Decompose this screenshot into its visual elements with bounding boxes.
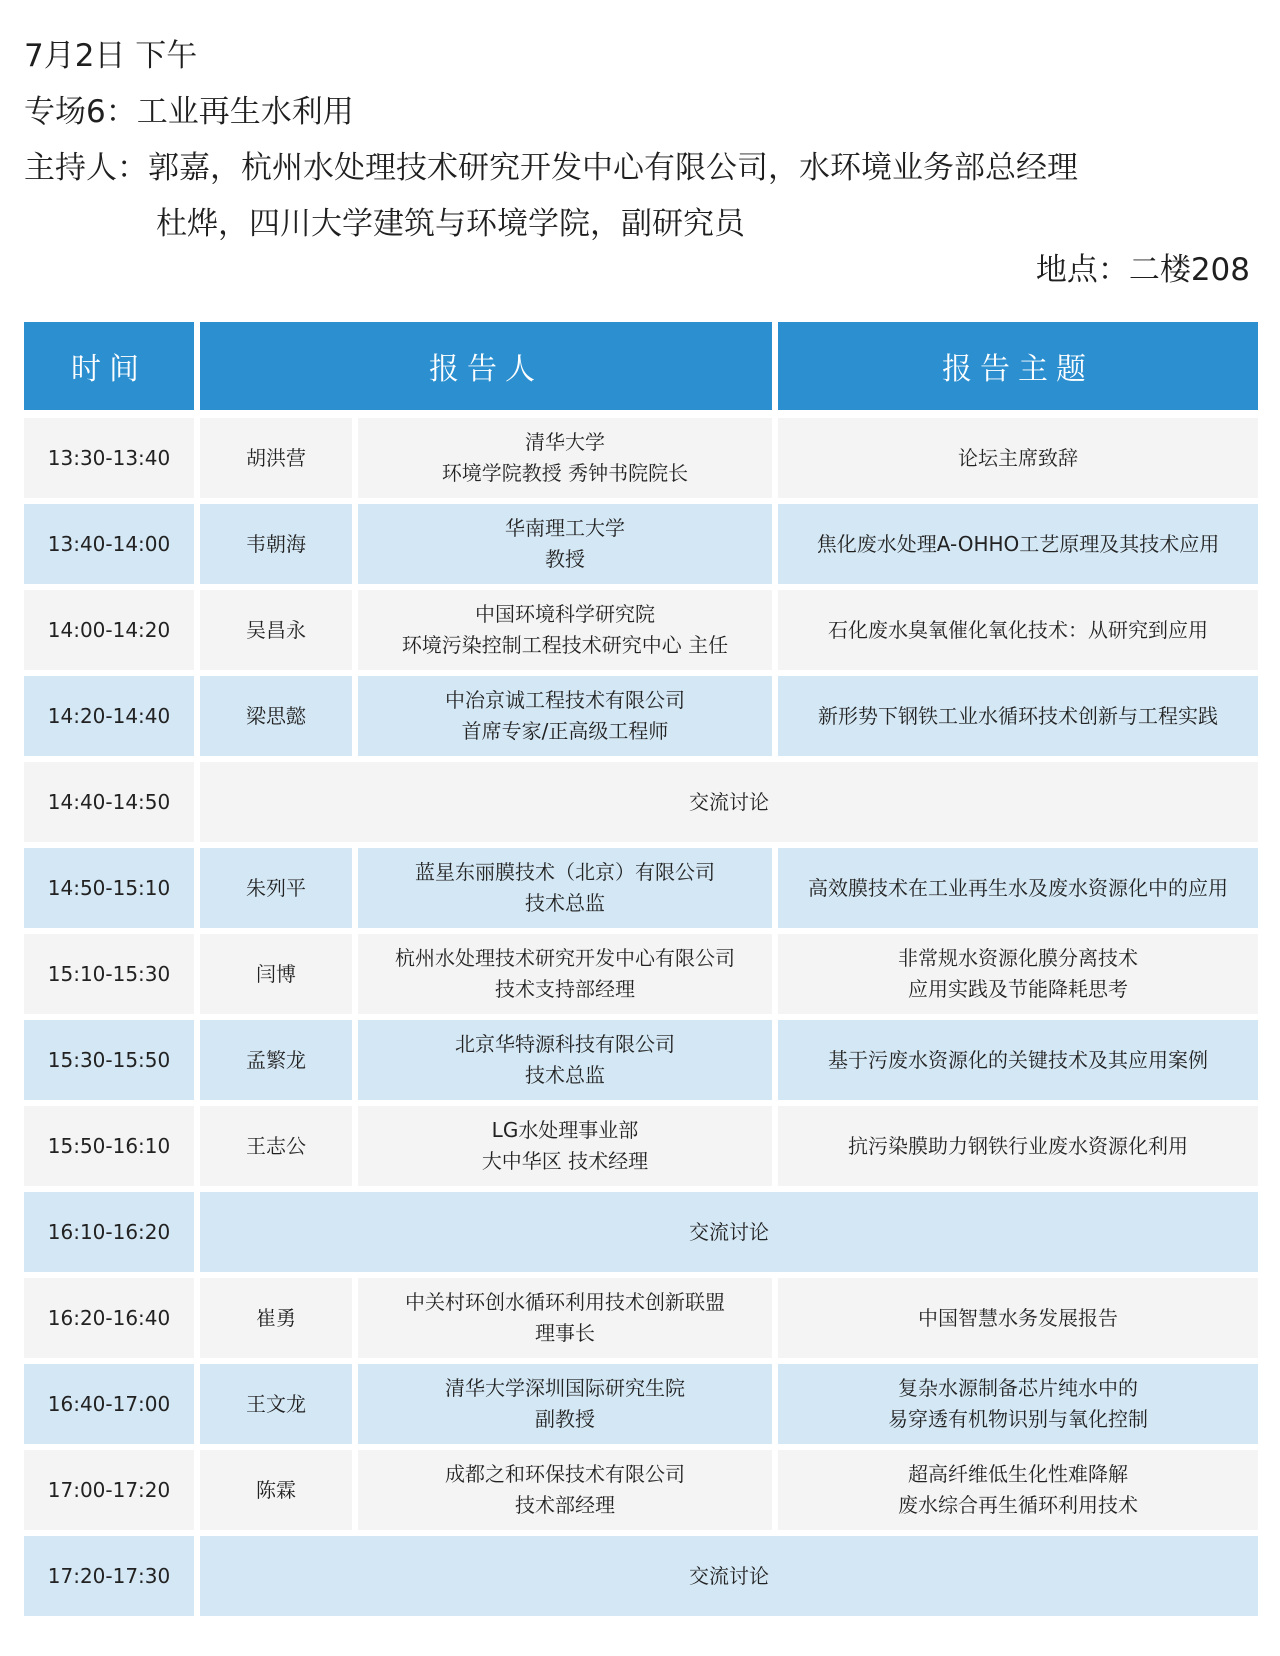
discussion-cell — [200, 1536, 1258, 1616]
affiliation-line: 技术总监 — [525, 891, 605, 915]
speaker-name: 韦朝海 — [246, 531, 306, 556]
topic-cell — [778, 1106, 1258, 1186]
time-text: 14:20-14:40 — [47, 703, 171, 728]
topic-cell — [778, 1364, 1258, 1444]
topic-cell — [778, 1278, 1258, 1358]
speaker-name: 闫博 — [256, 961, 296, 986]
affiliation-line: 教授 — [545, 547, 585, 571]
table-row — [24, 418, 1258, 498]
time-cell — [24, 934, 194, 1014]
affiliation-line: 中关村环创水循环利用技术创新联盟 — [405, 1290, 725, 1314]
header-time: 时间 — [24, 322, 194, 410]
speaker-name-cell — [200, 1020, 352, 1100]
time-cell — [24, 1536, 194, 1616]
affiliation-line: 清华大学深圳国际研究生院 — [445, 1376, 685, 1400]
affiliation-line: LG水处理事业部 — [491, 1118, 639, 1142]
discussion-text: 交流讨论 — [689, 1219, 769, 1244]
discussion-text: 交流讨论 — [689, 789, 769, 814]
table-header — [24, 322, 1258, 410]
speaker-name: 崔勇 — [256, 1305, 296, 1330]
time-cell — [24, 762, 194, 842]
speaker-name-cell — [200, 934, 352, 1014]
table-row — [24, 762, 1258, 842]
speaker-name-cell — [200, 848, 352, 928]
time-cell — [24, 848, 194, 928]
topic-line: 抗污染膜助力钢铁行业废水资源化利用 — [848, 1133, 1188, 1158]
speaker-name-cell — [200, 1278, 352, 1358]
time-cell — [24, 676, 194, 756]
time-cell — [24, 1106, 194, 1186]
time-text: 15:50-16:10 — [47, 1133, 171, 1158]
table-row — [24, 1450, 1258, 1530]
session-date: 7月2日 下午 — [24, 38, 198, 74]
time-cell — [24, 1450, 194, 1530]
speaker-name-cell — [200, 1364, 352, 1444]
affiliation-line: 副教授 — [535, 1407, 595, 1431]
topic-cell — [778, 848, 1258, 928]
affiliation-line: 杭州水处理技术研究开发中心有限公司 — [395, 946, 735, 970]
topic-line: 易穿透有机物识别与氧化控制 — [888, 1407, 1148, 1431]
time-cell — [24, 504, 194, 584]
affiliation-cell — [358, 1364, 772, 1444]
speaker-name: 胡洪营 — [246, 445, 306, 470]
speaker-name: 梁思懿 — [246, 703, 306, 728]
time-text: 13:40-14:00 — [47, 531, 171, 556]
time-text: 17:20-17:30 — [47, 1563, 171, 1588]
table-row — [24, 1364, 1258, 1444]
topic-line: 超高纤维低生化性难降解 — [908, 1462, 1128, 1486]
time-cell — [24, 1020, 194, 1100]
session-header — [24, 28, 1256, 252]
time-text: 14:40-14:50 — [47, 789, 171, 814]
affiliation-cell — [358, 504, 772, 584]
topic-line: 复杂水源制备芯片纯水中的 — [898, 1376, 1138, 1400]
affiliation-line: 华南理工大学 — [505, 516, 625, 540]
affiliation-cell — [358, 418, 772, 498]
affiliation-line: 技术支持部经理 — [495, 977, 635, 1001]
time-cell — [24, 1364, 194, 1444]
time-cell — [24, 418, 194, 498]
table-row — [24, 934, 1258, 1014]
affiliation-cell — [358, 848, 772, 928]
speaker-name-cell — [200, 504, 352, 584]
time-text: 15:30-15:50 — [47, 1047, 171, 1072]
table-row — [24, 1106, 1258, 1186]
time-cell — [24, 1278, 194, 1358]
speaker-name-cell — [200, 676, 352, 756]
time-text: 14:50-15:10 — [47, 875, 171, 900]
affiliation-cell — [358, 1278, 772, 1358]
speaker-name-cell — [200, 1106, 352, 1186]
topic-line: 石化废水臭氧催化氧化技术：从研究到应用 — [828, 617, 1208, 642]
affiliation-line: 技术总监 — [525, 1063, 605, 1087]
affiliation-line: 大中华区 技术经理 — [481, 1149, 649, 1173]
affiliation-line: 首席专家/正高级工程师 — [461, 719, 669, 743]
speaker-name-cell — [200, 418, 352, 498]
topic-line: 新形势下钢铁工业水循环技术创新与工程实践 — [818, 703, 1218, 728]
time-cell — [24, 590, 194, 670]
table-row — [24, 1536, 1258, 1616]
speaker-name: 王志公 — [246, 1133, 306, 1158]
time-cell — [24, 1192, 194, 1272]
affiliation-cell — [358, 590, 772, 670]
table-row — [24, 504, 1258, 584]
affiliation-cell — [358, 1020, 772, 1100]
speaker-name: 陈霖 — [256, 1477, 296, 1502]
affiliation-line: 技术部经理 — [515, 1493, 615, 1517]
header-speaker: 报告人 — [200, 322, 772, 410]
speaker-name: 朱列平 — [246, 875, 306, 900]
speaker-name-cell — [200, 590, 352, 670]
host-label: 主持人： — [24, 150, 148, 186]
time-text: 16:40-17:00 — [47, 1391, 171, 1416]
topic-line: 非常规水资源化膜分离技术 — [898, 946, 1138, 970]
time-text: 14:00-14:20 — [47, 617, 171, 642]
time-text: 15:10-15:30 — [47, 961, 171, 986]
table-row — [24, 1192, 1258, 1272]
affiliation-line: 成都之和环保技术有限公司 — [445, 1462, 685, 1486]
topic-line: 高效膜技术在工业再生水及废水资源化中的应用 — [808, 875, 1228, 900]
topic-cell — [778, 1020, 1258, 1100]
affiliation-line: 理事长 — [535, 1321, 595, 1345]
host-line-2: 杜烨，四川大学建筑与环境学院，副研究员 — [156, 206, 745, 242]
topic-line: 基于污废水资源化的关键技术及其应用案例 — [828, 1047, 1208, 1072]
topic-cell — [778, 590, 1258, 670]
topic-cell — [778, 418, 1258, 498]
time-text: 13:30-13:40 — [47, 445, 171, 470]
topic-cell — [778, 1450, 1258, 1530]
affiliation-cell — [358, 676, 772, 756]
affiliation-line: 中国环境科学研究院 — [474, 602, 655, 626]
table-row — [24, 1020, 1258, 1100]
affiliation-line: 蓝星东丽膜技术（北京）有限公司 — [415, 860, 715, 884]
table-row — [24, 848, 1258, 928]
speaker-name-cell — [200, 1450, 352, 1530]
speaker-name: 孟繁龙 — [246, 1047, 306, 1072]
table-row — [24, 590, 1258, 670]
host-1: 郭嘉，杭州水处理技术研究开发中心有限公司，水环境业务部总经理 — [148, 150, 1078, 186]
session-title: 专场6：工业再生水利用 — [24, 94, 354, 130]
table-body — [24, 418, 1258, 1616]
topic-line: 论坛主席致辞 — [958, 445, 1078, 470]
affiliation-line: 北京华特源科技有限公司 — [455, 1032, 675, 1056]
affiliation-line: 中冶京诚工程技术有限公司 — [445, 688, 685, 712]
discussion-cell — [200, 762, 1258, 842]
host-line-1 — [24, 140, 1256, 196]
topic-line: 废水综合再生循环利用技术 — [898, 1493, 1138, 1517]
topic-line: 应用实践及节能降耗思考 — [908, 977, 1128, 1001]
topic-line: 中国智慧水务发展报告 — [918, 1305, 1118, 1330]
affiliation-cell — [358, 1106, 772, 1186]
affiliation-line: 环境学院教授 秀钟书院院长 — [441, 461, 689, 485]
topic-cell — [778, 676, 1258, 756]
speaker-name: 吴昌永 — [246, 617, 306, 642]
time-text: 16:10-16:20 — [47, 1219, 171, 1244]
topic-cell — [778, 934, 1258, 1014]
affiliation-cell — [358, 934, 772, 1014]
table-row — [24, 676, 1258, 756]
discussion-text: 交流讨论 — [689, 1563, 769, 1588]
topic-cell — [778, 504, 1258, 584]
affiliation-line: 清华大学 — [524, 430, 605, 454]
topic-line: 焦化废水处理A-OHHO工艺原理及其技术应用 — [816, 531, 1220, 556]
time-text: 17:00-17:20 — [47, 1477, 171, 1502]
affiliation-line: 环境污染控制工程技术研究中心 主任 — [401, 633, 729, 657]
session-location: 地点：二楼208 — [1035, 252, 1250, 288]
table-row — [24, 1278, 1258, 1358]
schedule-table — [24, 322, 1258, 1622]
time-text: 16:20-16:40 — [47, 1305, 171, 1330]
discussion-cell — [200, 1192, 1258, 1272]
speaker-name: 王文龙 — [246, 1391, 306, 1416]
affiliation-cell — [358, 1450, 772, 1530]
header-topic: 报告主题 — [778, 322, 1258, 410]
